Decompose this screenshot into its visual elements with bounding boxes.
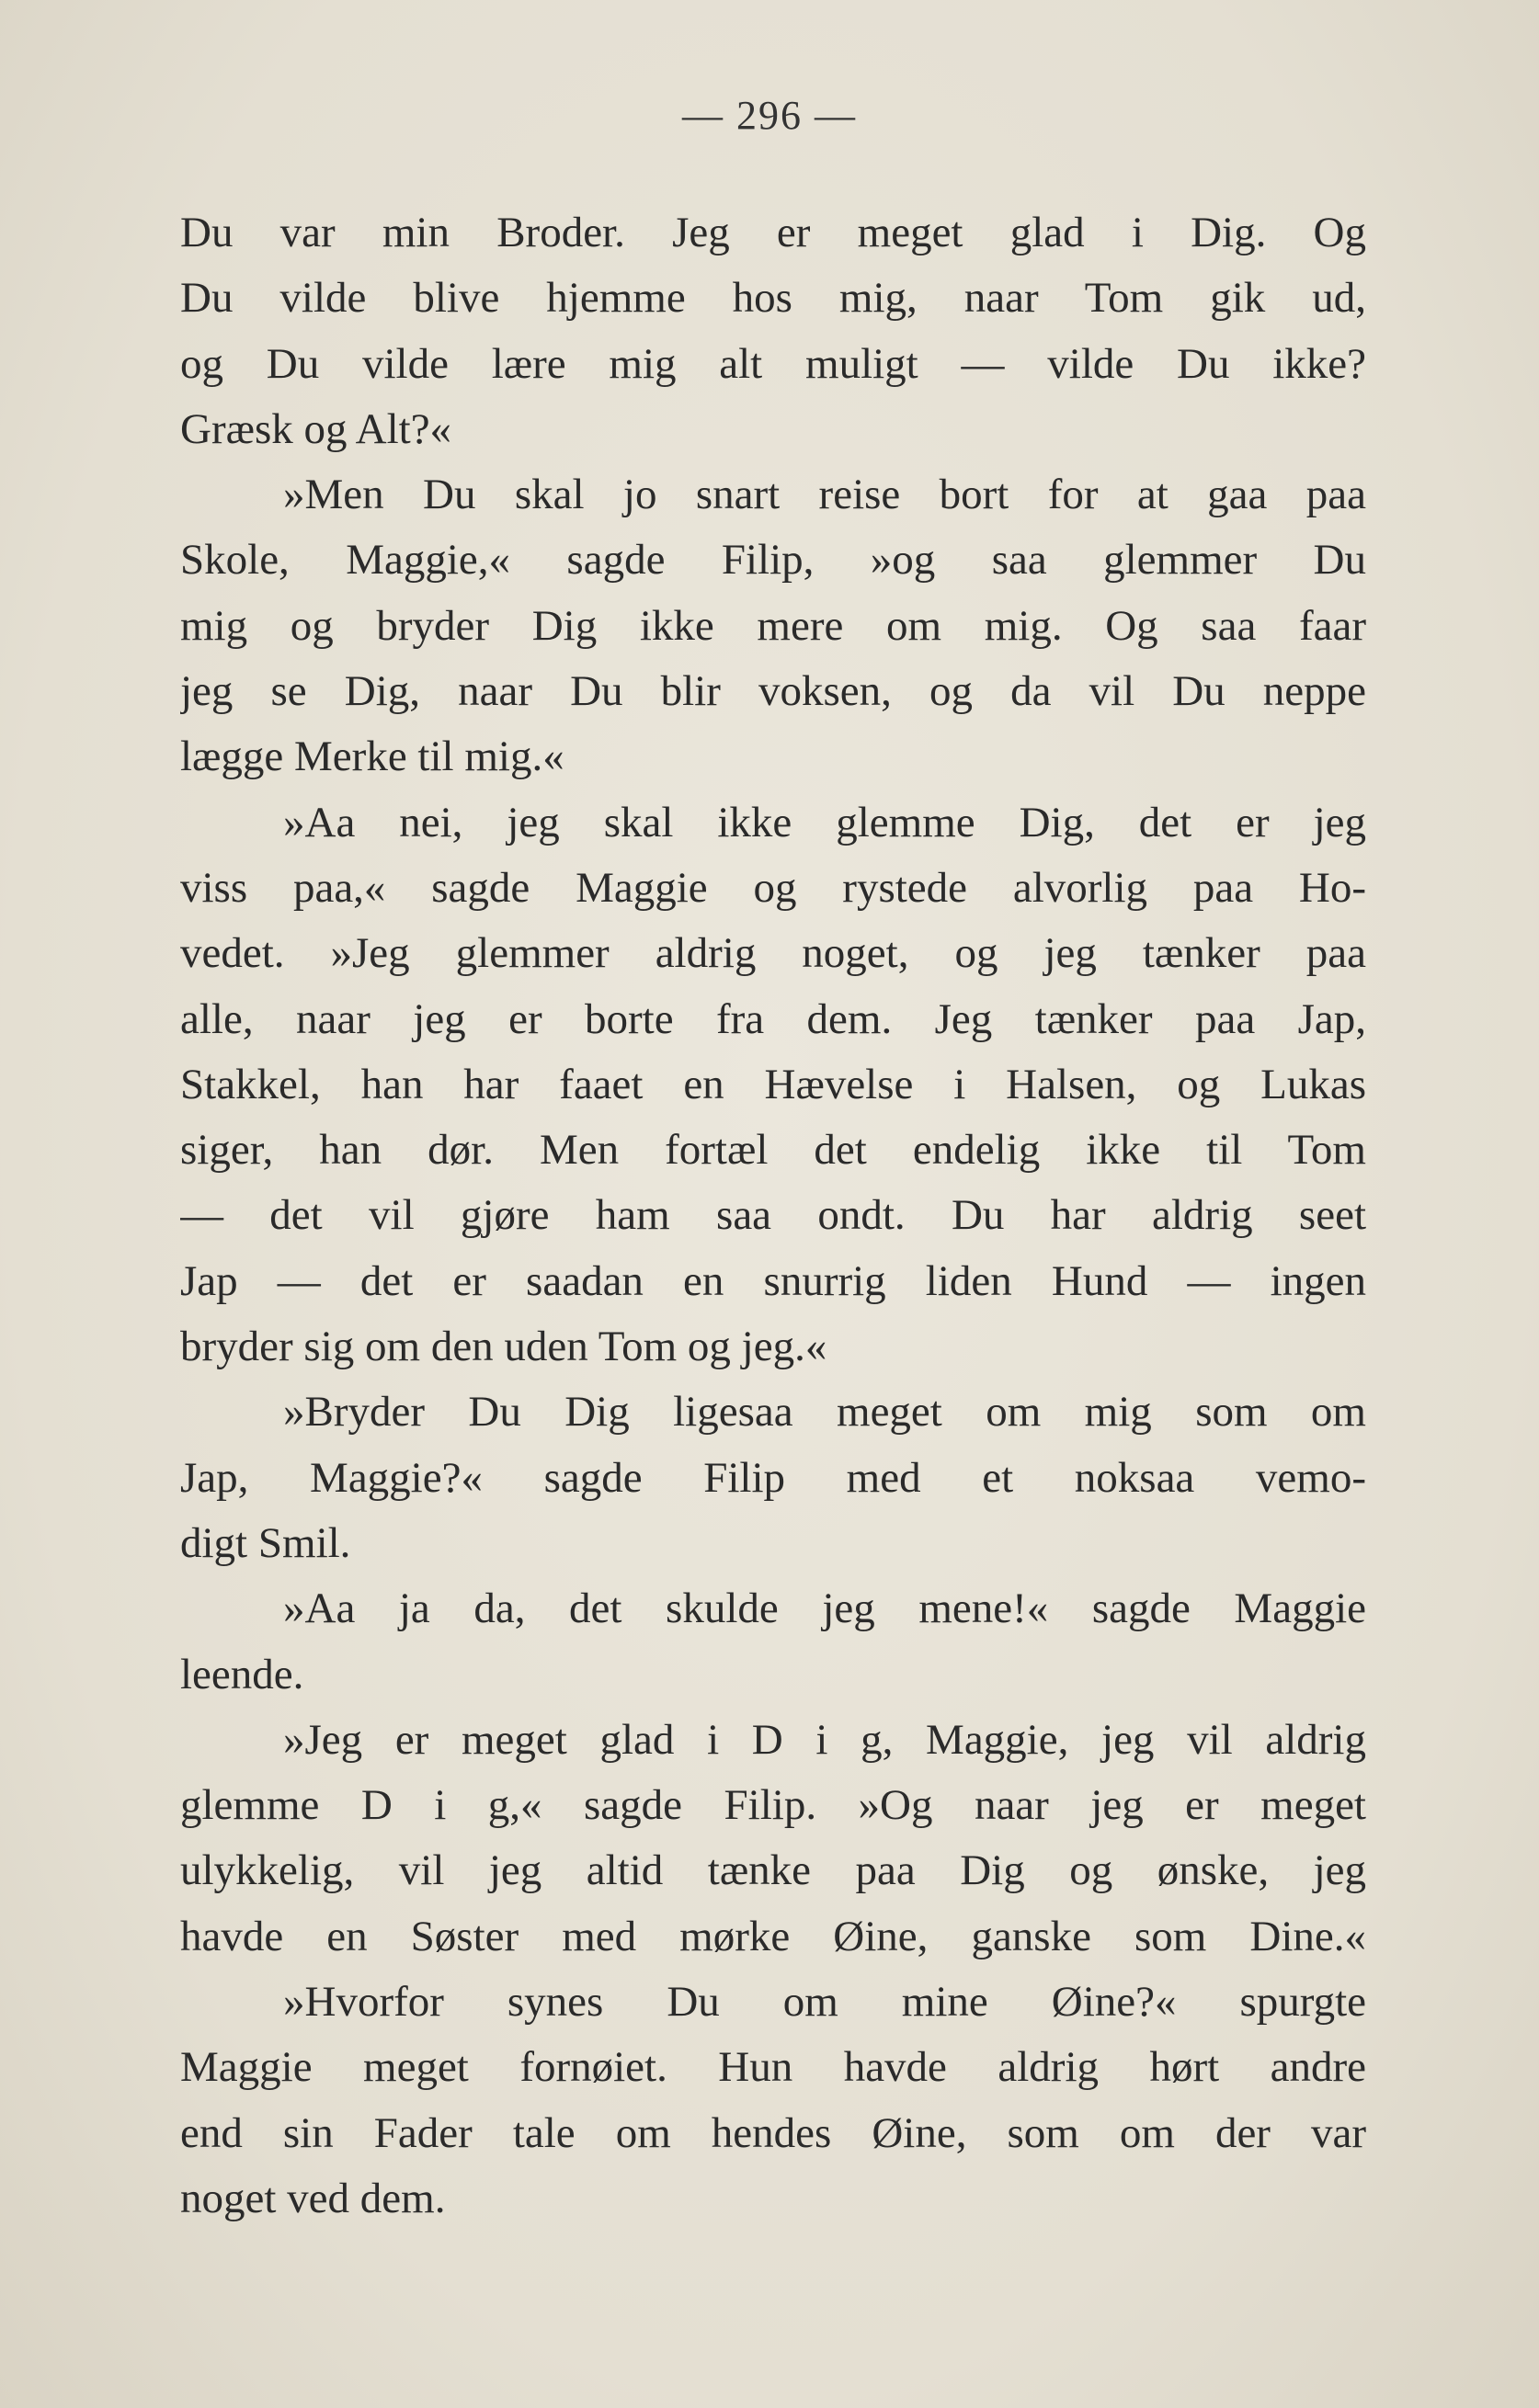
text-line: lægge Merke til mig.« [180, 733, 564, 781]
text-line: »Aa ja da, det skulde jeg mene!« sagde Maggie [283, 1585, 1366, 1633]
text-line: viss paa,« sagde Maggie og rystede alvorlig paa Ho- [180, 863, 1366, 912]
text-line: Stakkel, han har faaet en Hævelse i Halsen, og Lukas [180, 1060, 1366, 1108]
text-line: »Men Du skal jo snart reise bort for at gaa paa [283, 471, 1366, 519]
text-line: mig og bryder Dig ikke mere om mig. Og saa faar [180, 601, 1366, 650]
text-line: siger, han dør. Men fortæl det endelig ikke til Tom [180, 1126, 1366, 1175]
text-line: Du vilde blive hjemme hos mig, naar Tom gik ud, [180, 274, 1366, 323]
text-line: — det vil gjøre ham saa ondt. Du har aldrig seet [180, 1191, 1366, 1240]
text-line: glemme D i g,« sagde Filip. »Og naar jeg er meget [180, 1781, 1366, 1830]
text-line: Skole, Maggie,« sagde Filip, »og saa glemmer Du [180, 536, 1366, 585]
text-line: Maggie meget fornøiet. Hun havde aldrig hørt andre [180, 2043, 1366, 2092]
text-line: »Hvorfor synes Du om mine Øine?« spurgte [283, 1978, 1366, 2027]
text-line: leende. [180, 1650, 304, 1698]
text-line: digt Smil. [180, 1518, 351, 1567]
body-text [180, 200, 1366, 2232]
text-line: »Aa nei, jeg skal ikke glemme Dig, det er jeg [283, 798, 1366, 846]
text-line: Du var min Broder. Jeg er meget glad i Dig. Og [180, 209, 1366, 256]
text-line: »Bryder Du Dig ligesaa meget om mig som om [283, 1388, 1366, 1437]
text-line: Jap, Maggie?« sagde Filip med et noksaa vemo- [180, 1453, 1366, 1502]
text-line: ulykkelig, vil jeg altid tænke paa Dig og ønske, jeg [180, 1846, 1366, 1895]
text-line: Græsk og Alt?« [180, 404, 452, 453]
text-line: »Jeg er meget glad i D i g, Maggie, jeg vil aldrig [283, 1715, 1366, 1764]
text-line: end sin Fader tale om hendes Øine, som om der var [180, 2108, 1366, 2157]
text-line: havde en Søster med mørke Øine, ganske som Dine.« [180, 1912, 1366, 1960]
text-line: Jap — det er saadan en snurrig liden Hund — ingen [180, 1256, 1366, 1305]
text-line: jeg se Dig, naar Du blir voksen, og da vil Du neppe [180, 667, 1366, 716]
text-line: noget ved dem. [180, 2174, 446, 2222]
text-line: og Du vilde lære mig alt muligt — vilde Du ikke? [180, 339, 1366, 388]
text-line: vedet. »Jeg glemmer aldrig noget, og jeg tænker paa [180, 929, 1366, 978]
page-number-header: — 296 — [682, 93, 857, 138]
text-line: alle, naar jeg er borte fra dem. Jeg tænker paa Jap, [180, 994, 1366, 1043]
text-line: bryder sig om den uden Tom og jeg.« [180, 1323, 827, 1371]
